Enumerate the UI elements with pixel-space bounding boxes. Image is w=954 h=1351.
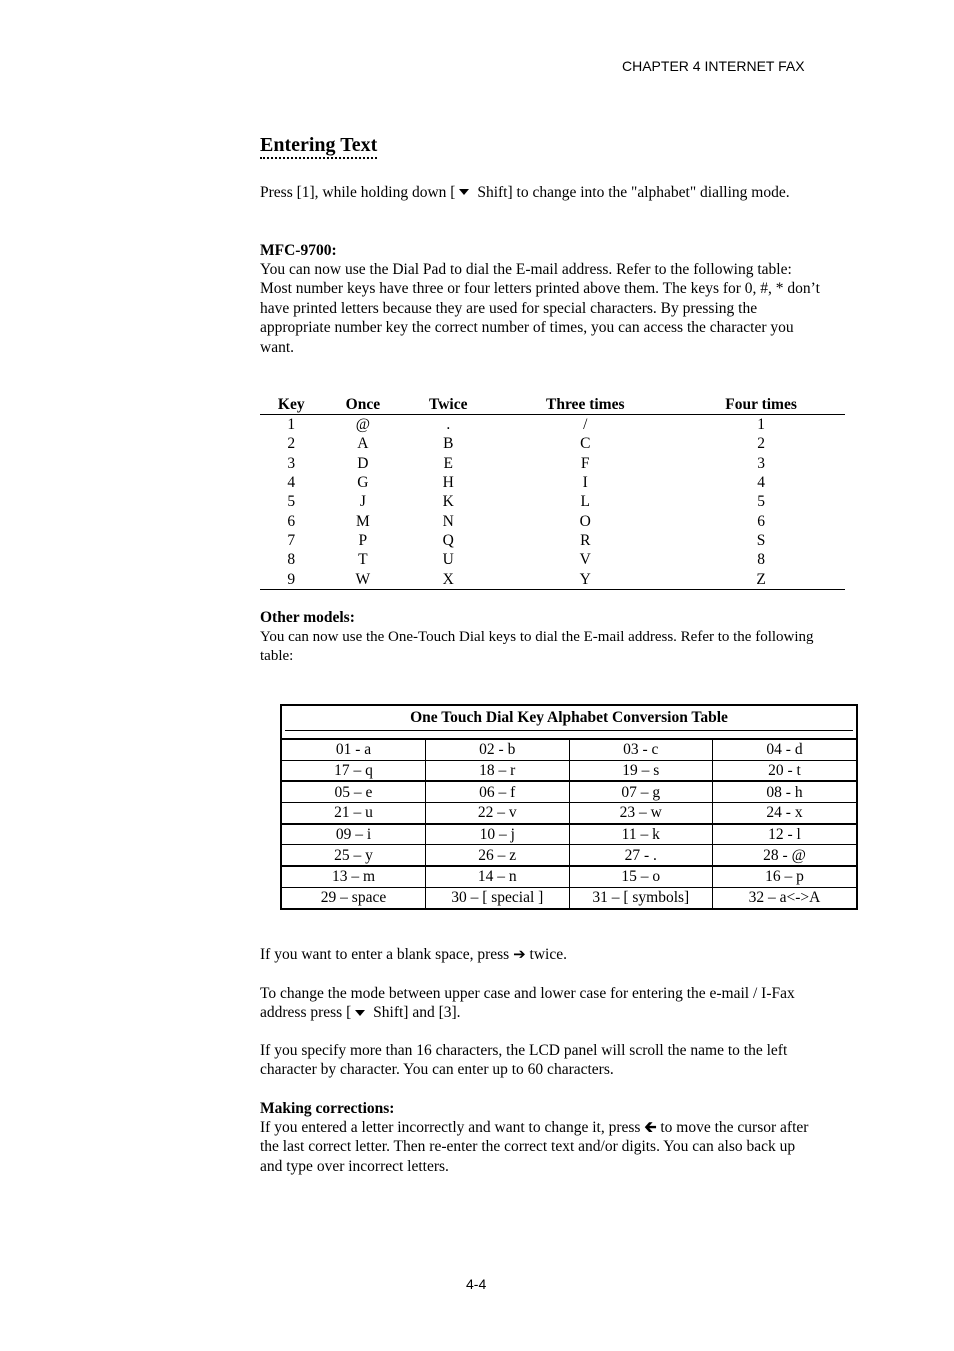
table-row (260, 473, 845, 492)
table-cell: A (357, 435, 369, 453)
table-cell: W (323, 569, 404, 589)
table-cell: 21 – u (282, 803, 426, 824)
table-cell: D (357, 454, 369, 472)
table-cell: 6 (287, 512, 296, 530)
table-row (282, 739, 856, 760)
table-cell: 05 – e (282, 781, 426, 802)
table-row (282, 845, 856, 866)
table-cell: L (580, 493, 590, 511)
table-cell: E (443, 454, 453, 472)
table-cell: 22 – v (426, 803, 570, 824)
down-triangle-icon (355, 1010, 365, 1016)
table-cell: 28 - @ (713, 845, 857, 866)
table-cell: 06 – f (426, 781, 570, 802)
table-cell: 20 - t (713, 760, 857, 781)
table-cell: 27 - . (569, 845, 713, 866)
table-row (260, 569, 845, 589)
table-row (260, 415, 845, 435)
table-cell: / (583, 416, 588, 434)
corrections-paragraph (260, 1118, 820, 1176)
other-models-heading: Other models: (260, 609, 355, 626)
scroll-paragraph: If you specify more than 16 characters, the LCD panel will scroll the name to the left character by character. You can enter up to 60 characters. (260, 1042, 788, 1079)
left-arrow-icon: 🡰 (644, 1118, 657, 1136)
table-cell: R (580, 531, 591, 549)
corrections-heading: Making corrections: (260, 1100, 395, 1117)
mfc-paragraph: You can now use the Dial Pad to dial the E-mail address. Refer to the following table: Most number keys have three or four letters printed above them. The keys for 0, #, * don’t have printed letters because they are used for special characters. By pressing the appropriate number key the correct number of times, you can access the character you want. (260, 261, 820, 356)
table-row (282, 760, 856, 781)
table-cell: I (582, 474, 588, 492)
table-cell: 14 – n (426, 866, 570, 887)
blank-space-after: twice. (525, 946, 567, 963)
table-cell: P (358, 531, 368, 549)
table-cell: 2 (287, 435, 296, 453)
table-cell: G (357, 474, 369, 492)
table-cell: V (579, 551, 591, 569)
table-row (260, 492, 845, 511)
section-title: Entering Text (260, 133, 377, 159)
table-cell: O (579, 512, 591, 530)
table-cell: 11 – k (569, 824, 713, 845)
table-cell: 29 – space (282, 887, 426, 907)
corrections-text-after: to move the cursor after the last correct letter. Then re-enter the correct text and/or digits. You can also back up and type over incorrect letters. (260, 1119, 809, 1175)
table-cell: C (580, 435, 591, 453)
table-cell: 1 (287, 416, 296, 434)
table-cell: 18 – r (426, 760, 570, 781)
table-cell: S (756, 531, 766, 549)
table-cell: 1 (757, 416, 765, 434)
table-cell: M (355, 512, 370, 530)
table-cell: X (403, 569, 493, 589)
table-cell: 02 - b (426, 739, 570, 760)
conversion-table-title: One Touch Dial Key Alphabet Conversion Table (285, 706, 853, 731)
table-row (282, 887, 856, 907)
table-cell: F (580, 454, 590, 472)
table-cell: 5 (757, 493, 765, 511)
table-cell: 07 – g (569, 781, 713, 802)
key-table-header-cell: Four times (677, 395, 845, 415)
table-row (260, 511, 845, 530)
chapter-header: CHAPTER 4 INTERNET FAX (622, 58, 805, 74)
table-cell: 13 – m (282, 866, 426, 887)
table-row (260, 454, 845, 473)
key-table-header-cell: Three times (493, 395, 677, 415)
table-cell: 10 – j (426, 824, 570, 845)
intro-text-after: Shift] to change into the "alphabet" dialling mode. (473, 184, 790, 201)
table-row (282, 866, 856, 887)
table-cell: 4 (757, 474, 765, 492)
table-cell: 2 (757, 435, 765, 453)
table-cell: 5 (287, 493, 296, 511)
table-cell: 08 - h (713, 781, 857, 802)
table-cell: 17 – q (282, 760, 426, 781)
key-table-header-cell: Twice (403, 395, 493, 415)
table-cell: H (442, 474, 454, 492)
table-cell: 24 - x (713, 803, 857, 824)
table-cell: 3 (287, 454, 296, 472)
key-table-body (260, 415, 845, 590)
intro-paragraph (260, 183, 820, 202)
table-cell: 23 – w (569, 803, 713, 824)
table-cell: T (358, 551, 368, 569)
table-cell: 16 – p (713, 866, 857, 887)
intro-text-before: Press [1], while holding down [ (260, 184, 456, 201)
table-cell: Z (677, 569, 845, 589)
table-cell: @ (355, 416, 370, 434)
table-cell: J (359, 493, 366, 511)
table-cell: 01 - a (282, 739, 426, 760)
key-table-header-cell: Key (260, 395, 323, 415)
right-arrow-icon: ➔ (513, 945, 526, 963)
table-cell: B (443, 435, 454, 453)
table-row (282, 824, 856, 845)
key-table-header-cell: Once (323, 395, 404, 415)
other-models-paragraph: You can now use the One-Touch Dial keys to dial the E-mail address. Refer to the following table: (260, 629, 814, 665)
table-row (282, 803, 856, 824)
table-row (260, 550, 845, 569)
table-row (282, 781, 856, 802)
table-cell: K (442, 493, 454, 511)
table-cell: 9 (260, 569, 323, 589)
table-row (260, 531, 845, 550)
case-paragraph (260, 984, 820, 1023)
table-cell: 09 – i (282, 824, 426, 845)
table-cell: 26 – z (426, 845, 570, 866)
table-cell: 8 (757, 551, 765, 569)
table-cell: 03 - c (569, 739, 713, 760)
table-cell: N (442, 512, 454, 530)
table-cell: 30 – [ special ] (426, 887, 570, 907)
blank-space-paragraph (260, 945, 820, 964)
table-cell: 19 – s (569, 760, 713, 781)
table-cell: 8 (287, 551, 296, 569)
table-cell: Q (442, 531, 454, 549)
blank-space-before: If you want to enter a blank space, press (260, 946, 514, 963)
table-cell: . (446, 416, 451, 434)
conversion-table-grid (282, 738, 856, 908)
corrections-text-before: If you entered a letter incorrectly and want to change it, press (260, 1119, 645, 1136)
table-cell: 25 – y (282, 845, 426, 866)
key-table-header (260, 395, 845, 415)
table-cell: 12 - l (713, 824, 857, 845)
table-cell: 04 - d (713, 739, 857, 760)
table-row (260, 434, 845, 453)
table-cell: 32 – a<->A (713, 887, 857, 907)
table-cell: 31 – [ symbols] (569, 887, 713, 907)
table-cell: U (442, 551, 454, 569)
table-cell: 7 (287, 531, 296, 549)
mfc-heading: MFC-9700: (260, 242, 337, 259)
table-cell: Y (493, 569, 677, 589)
page-number: 4-4 (466, 1276, 487, 1292)
case-text-after: Shift] and [3]. (369, 1004, 461, 1022)
table-cell: 3 (757, 454, 765, 472)
case-text-before: To change the mode between upper case and lower case for entering the e-mail / I-Fax address press [ (260, 985, 795, 1022)
table-cell: 15 – o (569, 866, 713, 887)
down-triangle-icon (459, 189, 469, 195)
table-cell: 6 (757, 512, 765, 530)
conversion-table (280, 704, 858, 910)
table-cell: 4 (287, 474, 296, 492)
key-table (260, 395, 845, 590)
